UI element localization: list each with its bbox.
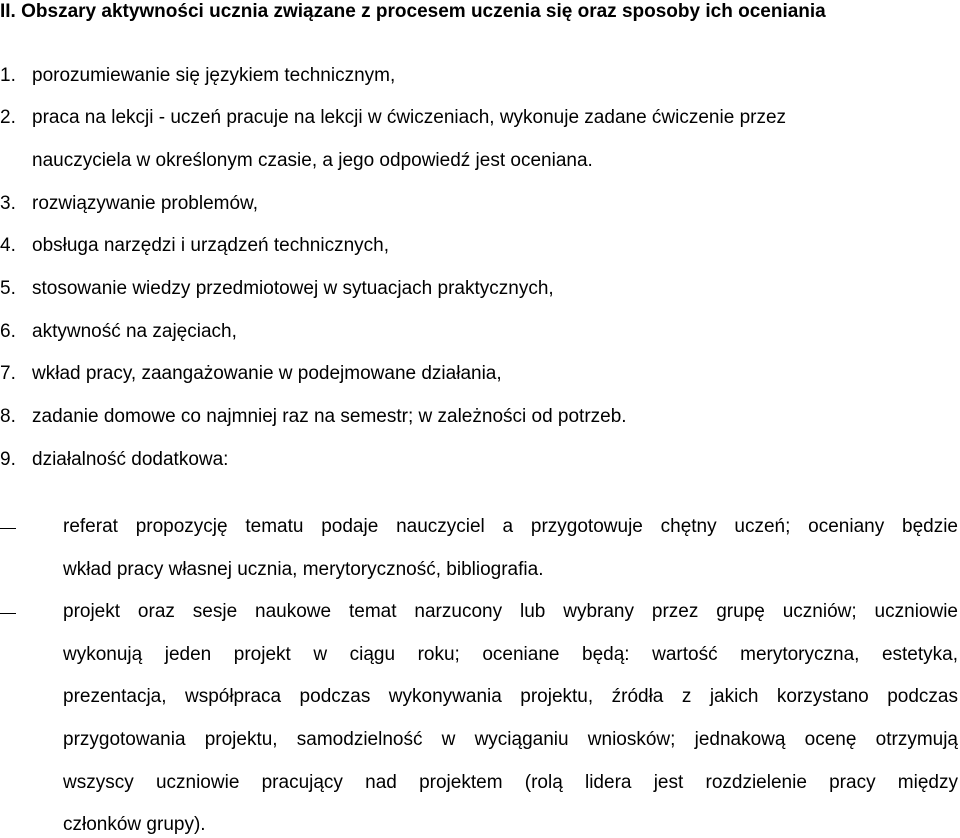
list-item: wkład pracy, zaangażowanie w podejmowane działania, [32, 363, 502, 384]
list-item: aktywność na zajęciach, [32, 321, 237, 342]
bullet-line-last: wkład pracy własnej ucznia, merytoryczność, bibliografia. [63, 559, 544, 580]
section-heading: II. Obszary aktywności ucznia związane z procesem uczenia się oraz sposoby ich oceniania [0, 1, 826, 22]
list-number: 9. [0, 449, 16, 470]
dash-bullet [0, 528, 16, 529]
list-number: 3. [0, 193, 16, 214]
list-item-continuation: nauczyciela w określonym czasie, a jego odpowiedź jest oceniana. [32, 150, 593, 171]
bullet-line: przygotowania projektu, samodzielność w wyciąganiu wniosków; jednakową ocenę otrzymują [63, 729, 958, 750]
list-number: 5. [0, 278, 16, 299]
list-item: rozwiązywanie problemów, [32, 193, 258, 214]
list-item: działalność dodatkowa: [32, 449, 229, 470]
bullet-line: prezentacja, współpraca podczas wykonywania projektu, źródła z jakich korzystano podczas [63, 686, 958, 707]
list-number: 6. [0, 321, 16, 342]
bullet-line: projekt oraz sesje naukowe temat narzucony lub wybrany przez grupę uczniów; uczniowie [63, 601, 958, 622]
list-item: porozumiewanie się językiem technicznym, [32, 65, 396, 86]
list-number: 7. [0, 363, 16, 384]
bullet-line: wykonują jeden projekt w ciągu roku; oceniane będą: wartość merytoryczna, estetyka, [63, 644, 958, 665]
dash-bullet [0, 613, 16, 614]
list-item: obsługa narzędzi i urządzeń technicznych, [32, 235, 389, 256]
list-number: 8. [0, 406, 16, 427]
list-item: zadanie domowe co najmniej raz na semestr; w zależności od potrzeb. [32, 406, 627, 427]
bullet-line-last: członków grupy). [63, 814, 206, 835]
list-number: 4. [0, 235, 16, 256]
bullet-line: referat propozycję tematu podaje nauczyciel a przygotowuje chętny uczeń; oceniany będzie [63, 516, 958, 537]
list-number: 1. [0, 65, 16, 86]
bullet-line: wszyscy uczniowie pracujący nad projektem (rolą lidera jest rozdzielenie pracy między [63, 772, 958, 793]
list-item: stosowanie wiedzy przedmiotowej w sytuacjach praktycznych, [32, 278, 554, 299]
list-item: praca na lekcji - uczeń pracuje na lekcji w ćwiczeniach, wykonuje zadane ćwiczenie przez [32, 107, 787, 128]
list-number: 2. [0, 107, 16, 128]
